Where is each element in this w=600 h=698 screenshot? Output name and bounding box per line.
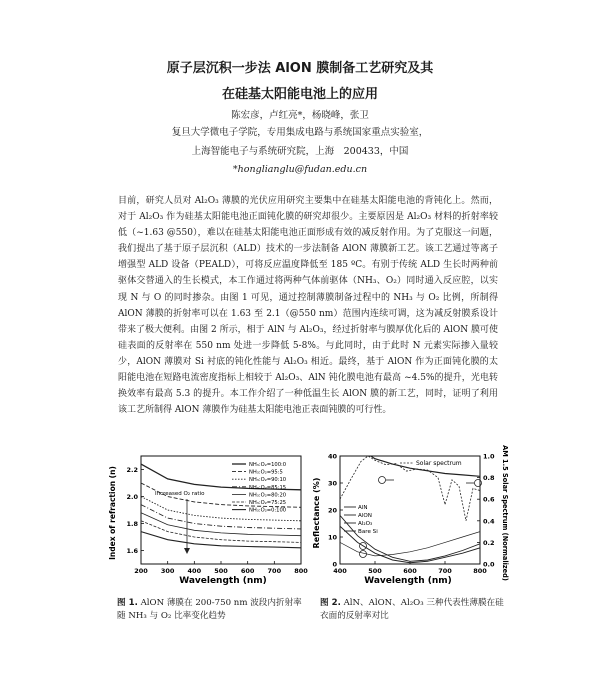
fig1-legend-label: NH₃:O₂=90:10	[249, 477, 287, 484]
paper-title-line-2: 在硅基太阳能电池上的应用	[221, 87, 378, 102]
paper-title-line-1: 原子层沉积一步法 AlON 膜制备工艺研究及其	[166, 61, 434, 76]
affiliation-1: 复旦大学微电子学院，专用集成电路与系统国家重点实验室，	[171, 127, 429, 138]
fig1-ylabel: Index of refraction (n)	[108, 466, 117, 560]
fig1-xlabel: Wavelength (nm)	[179, 576, 267, 586]
fig1-ytick-label: 1.6	[126, 547, 138, 555]
figure-2-caption-text: AlN、AlON、Al₂O₃ 三种代表性薄膜在硅衣面的反射率对比	[320, 598, 504, 621]
fig2-ytick-right-label: 0.8	[483, 474, 495, 483]
fig1-ytick-label: 2.2	[126, 466, 138, 474]
fig2-ytick-label: 30	[327, 479, 337, 488]
fig2-series-line	[340, 532, 480, 556]
fig1-xtick-label: 800	[294, 567, 308, 575]
fig1-legend-label: NH₃:O₂=75:25	[249, 500, 287, 506]
figure-2-reflectance-chart	[310, 445, 510, 591]
figure-2-caption	[320, 597, 510, 623]
fig1-xtick-label: 500	[214, 567, 228, 575]
fig2-ytick-label: 0	[332, 560, 337, 569]
fig1-legend-label: NH₃:O₂=95:5	[249, 469, 283, 476]
fig1-annotation: Increased O₂ ratio	[155, 491, 205, 497]
fig2-ytick-right-label: 0.0	[483, 560, 495, 569]
figure-2-caption-label: 图 2.	[320, 598, 341, 608]
figure-1-refractive-index-chart	[106, 451, 308, 591]
fig2-legend-label: Bare Si	[358, 529, 378, 535]
figure-1-caption-label: 图 1.	[117, 598, 138, 608]
affiliation-2: 上海智能电子与系统研究院，上海 200433，中国	[191, 146, 409, 157]
fig2-xtick-label: 600	[403, 567, 417, 575]
author-email: *honglianglu@fudan.edu.cn	[232, 164, 368, 175]
fig2-marker-circle	[379, 477, 386, 484]
fig2-xtick-label: 700	[438, 567, 452, 575]
fig1-ytick-label: 2.0	[126, 493, 138, 501]
fig1-xtick-label: 400	[187, 567, 202, 575]
fig1-xtick-label: 700	[267, 567, 282, 575]
fig1-series-line	[141, 513, 301, 536]
fig2-ytick-right-label: 0.4	[483, 517, 495, 526]
fig1-ytick-label: 1.8	[126, 520, 138, 528]
fig2-xlabel: Wavelength (nm)	[364, 576, 452, 586]
fig2-ytick-label: 20	[327, 506, 337, 515]
fig2-legend-label: AlN	[358, 505, 368, 511]
figure-1-caption-text: AlON 薄膜在 200-750 nm 波段内折射率随 NH₃ 与 O₂ 比率变化趋势	[117, 598, 302, 621]
fig2-xtick-label: 400	[333, 567, 347, 575]
fig2-ytick-right-label: 1.0	[483, 452, 495, 461]
abstract-body: 目前，研究人员对 Al₂O₃ 薄膜的光伏应用研究主要集中在硅基太阳能电池的背钝化上。然而，对于 Al₂O₃ 作为硅基太阳能电池正面钝化膜的研究却很少。主要原因是 Al₂O₃ 材料的折射率较低（~1.63 @550），难以在硅基太阳能电池正面形成有效的减反射作用。为了克服这一问题，我们提出了基于原子层沉积（ALD）技术的一步法制备 AlON 薄膜新工艺。该工艺通过等离子增强型 ALD 设备（PEALD），可将反应温度降低至 185 ºC。有别于传统 ALD 生长时两种前驱体交替通入的生长模式，本工作通过将两种气体前驱体（NH₃、O₂）同时通入反应腔，以实现 N 与 O 的同时掺杂。由图 1 可见，通过控制薄膜制备过程中的 NH₃ 与 O₂ 比例，所制得 AlON 薄膜的折射率可以在 1.63 至 2.1（@550 nm）范围内连续可调，这为减反射膜系设计带来了极大便利。由图 2 所示，相于 AlN 与 Al₂O₃，经过折射率与膜厚优化后的 AlON 膜可使硅表面的反射率在 550 nm 处进一步降低 5-8%。与此同时，由于此时 N 元素实际掺入量较少，AlON 薄膜对 Si 衬底的钝化性能与 Al₂O₃ 相近。最终，基于 AlON 作为正面钝化膜的太阳能电池在短路电流密度指标上相较于 Al₂O₃、AlN 钝化膜电池有最高 ~4.5%的提升，光电转换效率有最高 5.3 的提升。本工作介绍了一种低温生长 AlON 膜的新工艺，同时，证明了利用该工艺所制得 AlON 薄膜作为硅基太阳能电池正表面钝膜的可行性。	[118, 196, 498, 416]
fig2-xtick-label: 500	[368, 567, 382, 575]
fig1-annotation-arrowhead	[184, 548, 190, 554]
fig2-ylabel-right: AM 1.5 Solar Spectrum (Normalized)	[501, 445, 509, 581]
fig1-xtick-label: 300	[160, 567, 175, 575]
fig2-xtick-label: 800	[473, 567, 487, 575]
fig2-legend-label: AlON	[358, 513, 372, 519]
fig1-xtick-label: 600	[240, 567, 255, 575]
fig2-ytick-label: 40	[327, 452, 337, 461]
fig2-solar-legend-label: Solar spectrum	[416, 460, 462, 467]
fig2-ytick-right-label: 0.6	[483, 495, 495, 504]
fig2-ytick-label: 10	[327, 533, 337, 542]
fig2-ylabel: Reflectance (%)	[312, 477, 321, 549]
authors: 陈宏彦，卢红亮*，杨晓峰，张卫	[231, 110, 369, 121]
fig1-xtick-label: 200	[134, 567, 148, 575]
figure-1-caption	[117, 597, 302, 623]
fig1-legend-label: NH₃:O₂=0:100	[249, 507, 287, 514]
fig2-legend-label: Al₂O₃	[358, 521, 373, 527]
fig1-legend-label: NH₃:O₂=80:20	[249, 492, 287, 499]
fig1-legend-label: NH₃:O₂=100:0	[249, 462, 287, 468]
fig2-ytick-right-label: 0.2	[483, 538, 495, 547]
fig1-legend-label: NH₃:O₂=85:15	[249, 484, 287, 491]
